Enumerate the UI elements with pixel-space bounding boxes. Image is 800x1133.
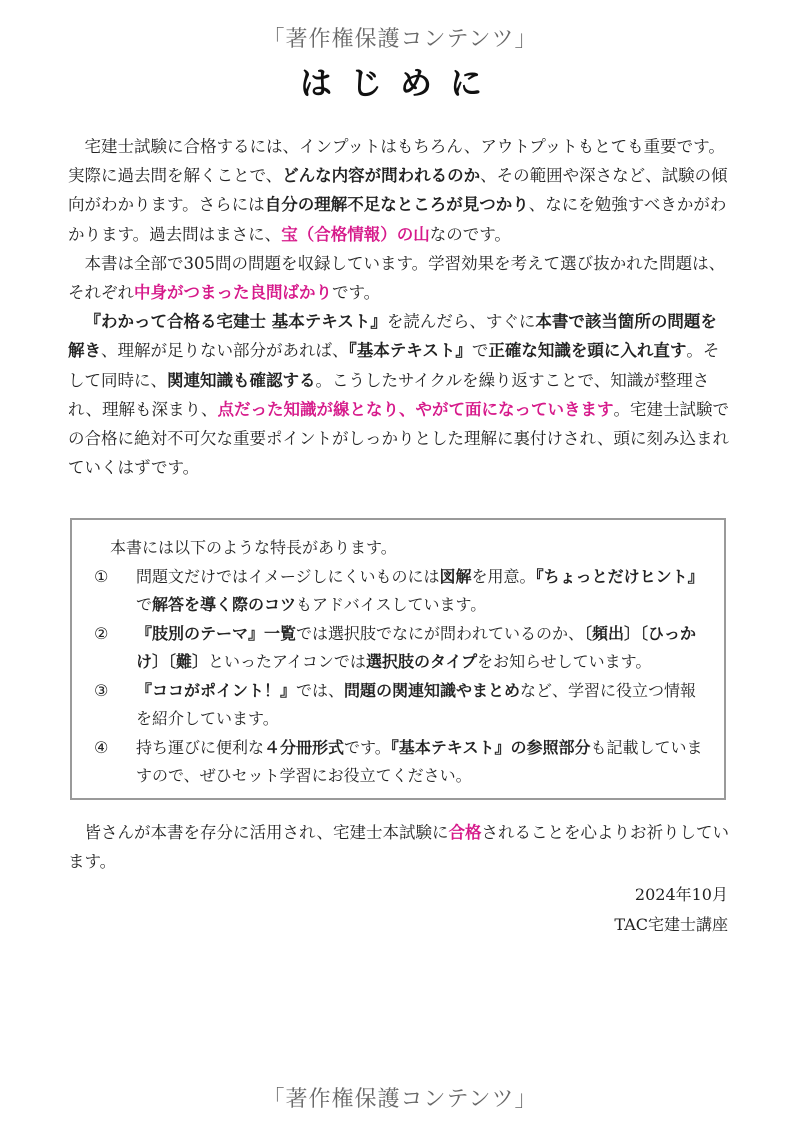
features-box — [70, 518, 726, 800]
text: です。 — [332, 283, 381, 303]
feature-item-1 — [94, 563, 706, 620]
text: で — [471, 341, 489, 361]
watermark-top: 「著作権保護コンテンツ」 — [262, 27, 538, 52]
text: 問題文だけではイメージしにくいものには — [136, 566, 440, 586]
bold-text: 関連知識も確認する — [167, 370, 316, 390]
text: 。宅建士試験での合格に絶対不可欠な重要ポイントがしっかりとした理解に裏付けされ、頭に刻み込まれていくはずです。 — [68, 399, 729, 478]
text: では、 — [296, 680, 345, 700]
text: 、理解が足りない部分があれば、 — [101, 341, 349, 361]
paragraph-3 — [68, 307, 730, 482]
bold-text: 『基本テキスト』 — [348, 341, 472, 361]
text: では選択肢でなにが問われているのか、 — [296, 623, 585, 643]
text: で — [136, 595, 153, 614]
item-number: ③ — [94, 680, 109, 700]
text: 、その範囲や深さなど、試験の傾向がわかります。さらには — [68, 166, 728, 215]
bold-text: 『肢別のテーマ』一覧 — [136, 623, 297, 643]
features-intro: 本書には以下のような特長があります。 — [110, 538, 397, 557]
text: なのです。 — [429, 224, 511, 244]
publication-date: 2024年10月 — [634, 885, 728, 904]
bold-text: 選択肢のタイプ — [365, 652, 478, 671]
text: 。こうしたサイクルを繰り返すことで、知識が整理され、理解も深まり、 — [68, 370, 710, 419]
feature-item-2 — [94, 620, 706, 677]
text: を用意。 — [471, 566, 536, 586]
bold-text: ４分冊形式 — [264, 737, 345, 757]
bold-text: 『わかって合格る宅建士 基本テキスト』 — [84, 312, 387, 332]
watermark-bottom: 「著作権保護コンテンツ」 — [262, 1087, 538, 1112]
text: 宅建士試験に合格するには、インプットはもちろん、アウトプットもとても重要です。実際に過去問を解くことで、 — [68, 137, 725, 186]
page-title: はじめに — [299, 64, 500, 102]
item-number: ① — [94, 566, 109, 586]
text: も記載していますので、ぜひセット学習にお役立てください。 — [136, 737, 703, 785]
bold-text: どんな内容が問われるのか — [282, 166, 481, 186]
bold-text: 〔頻出〕〔ひっかけ〕〔難〕 — [136, 623, 697, 671]
bold-text: 解答を導く際のコツ — [152, 595, 297, 614]
highlight-text: 宝（合格情報）の山 — [281, 224, 430, 244]
item-number: ② — [94, 623, 109, 643]
bold-text: 図解 — [439, 566, 472, 586]
text: など、学習に役立つ情報を紹介しています。 — [136, 680, 697, 728]
highlight-text: 合格 — [448, 823, 482, 842]
closing-paragraph — [68, 818, 730, 876]
paragraph-2 — [68, 249, 730, 307]
intro-body — [68, 132, 730, 482]
text: を読んだら、すぐに — [386, 312, 536, 332]
feature-item-4 — [94, 734, 706, 791]
paragraph-1 — [68, 132, 730, 249]
text: 本書は全部で305問の問題を収録しています。学習効果を考えて選び抜かれた問題は、それぞれ — [68, 253, 726, 303]
text: 皆さんが本書を存分に活用され、宅建士本試験に — [84, 823, 449, 842]
item-number: ④ — [94, 737, 109, 757]
bold-text: 本書で該当箇所の問題を解き — [68, 312, 717, 361]
text: されることを心よりお祈りしています。 — [68, 823, 729, 872]
bold-text: 『ココがポイント！』 — [136, 680, 297, 700]
bold-text: 正確な知識を頭に入れ直す — [488, 341, 687, 361]
bold-text: 『基本テキスト』の参照部分 — [390, 737, 591, 757]
highlight-text: 中身がつまった良問ばかり — [134, 283, 332, 303]
bold-text: 問題の関連知識やまとめ — [344, 680, 521, 700]
text: をお知らせしています。 — [477, 652, 652, 671]
bold-text: 自分の理解不足なところが見つかり — [264, 195, 529, 215]
text: 、なにを勉強すべきかがわかります。過去問はまさに、 — [68, 195, 727, 244]
feature-item-3 — [94, 677, 706, 734]
bold-text: 『ちょっとだけヒント』 — [535, 566, 704, 586]
text: です。 — [344, 737, 391, 757]
text: 。そして同時に、 — [68, 341, 720, 390]
highlight-text: 点だった知識が線となり、やがて面になっていきます — [217, 399, 614, 419]
text: 持ち運びに便利な — [136, 737, 265, 757]
text: といったアイコンでは — [208, 652, 366, 671]
text: もアドバイスしています。 — [296, 595, 487, 614]
publisher-name: TAC宅建士講座 — [614, 915, 728, 934]
